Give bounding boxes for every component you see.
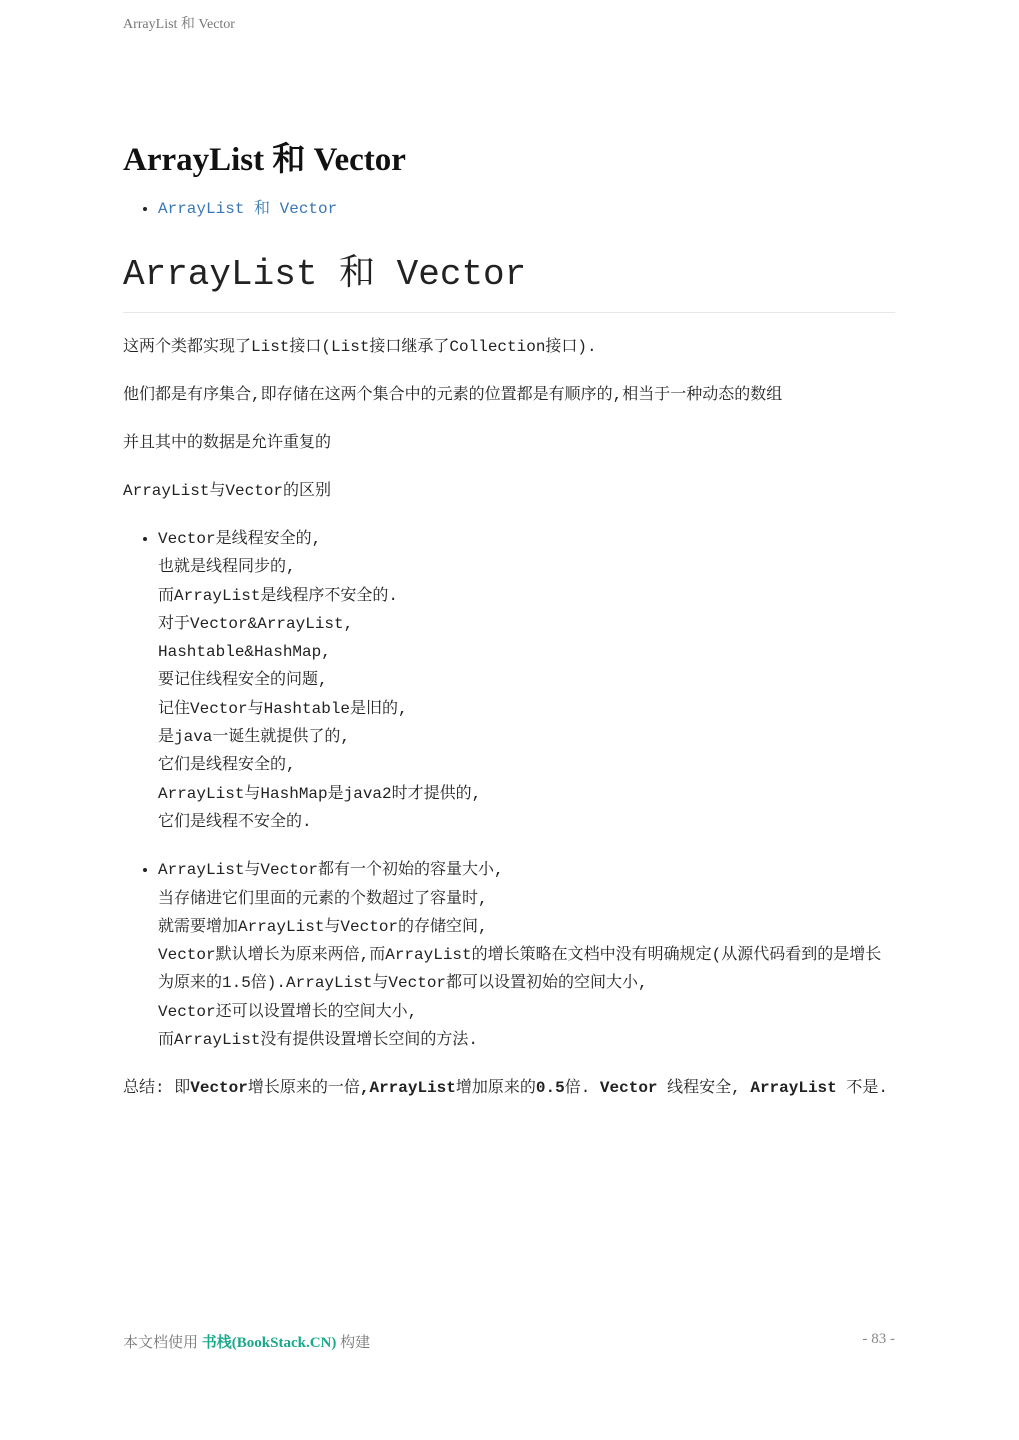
summary-text: 即 (174, 1079, 191, 1098)
list-line: • Vector是线程安全的, (158, 530, 322, 548)
list-line: 是java一诞生就提供了的, (158, 728, 351, 747)
list-line: 就需要增加ArrayList与Vector的存储空间, (158, 917, 488, 936)
list-line: 对于Vector&ArrayList, (158, 614, 354, 633)
footer-credit (123, 1331, 370, 1352)
list-line: • ArrayList与Vector都有一个初始的容量大小, (158, 861, 504, 880)
summary-bold: Vector (599, 1079, 658, 1098)
list-line: 它们是线程安全的, (158, 756, 296, 775)
list-line: 当存储进它们里面的元素的个数超过了容量时, (158, 889, 488, 908)
list-item (158, 525, 895, 836)
list-line: 记住Vector与Hashtable是旧的, (158, 699, 408, 718)
list-line: Vector默认增长为原来两倍,而ArrayList的增长策略在文档中没有明确规定(从源代码看到的是增长为原来的1.5倍).ArrayList与Vector都可以设置初始的空间大小, (158, 946, 882, 993)
footer-prefix: 本文档使用 (123, 1335, 202, 1351)
footer-brand-link[interactable]: 书栈(BookStack.CN) (201, 1335, 337, 1351)
list-line: Hashtable&HashMap, (158, 643, 331, 662)
paragraph: 这两个类都实现了List接口(List接口继承了Collection接口). (123, 338, 597, 356)
list-line: Vector还可以设置增长的空间大小, (158, 1002, 418, 1021)
footer-suffix: 构建 (336, 1335, 371, 1351)
summary-bold: 0.5 (535, 1079, 565, 1098)
section-heading: ArrayList 和 Vector (123, 252, 895, 313)
table-of-contents (123, 196, 895, 222)
list-line: 而ArrayList是线程序不安全的. (158, 586, 399, 605)
summary-text: 线程安全, (657, 1079, 751, 1098)
summary-bold: ,ArrayList (359, 1079, 456, 1098)
list-line: ArrayList与HashMap是java2时才提供的, (158, 784, 482, 803)
toc-link[interactable]: ArrayList 和 Vector (158, 200, 338, 218)
summary-text: 增加原来的 (455, 1079, 536, 1098)
list-line: 而ArrayList没有提供设置增长空间的方法. (158, 1031, 479, 1050)
page-title: ArrayList 和 Vector (123, 142, 406, 178)
running-header: ArrayList 和 Vector (123, 17, 235, 32)
list-line: 它们是线程不安全的. (158, 812, 312, 831)
page-number: - 83 - (862, 1331, 895, 1347)
summary-text: 不是. (836, 1079, 888, 1098)
summary-bold: Vector (190, 1079, 248, 1098)
toc-item (158, 196, 895, 222)
summary-lead: 总结: (123, 1079, 175, 1098)
list-line: 要记住线程安全的问题, (158, 671, 328, 690)
list-line: 也就是线程同步的, (158, 558, 296, 577)
paragraph: 并且其中的数据是允许重复的 (123, 434, 332, 452)
paragraph: ArrayList与Vector的区别 (123, 482, 332, 500)
difference-list (123, 525, 895, 1054)
summary-text: 增长原来的一倍 (247, 1079, 360, 1098)
summary-text: 倍. (564, 1079, 600, 1098)
paragraph: 他们都是有序集合,即存储在这两个集合中的元素的位置都是有顺序的,相当于一种动态的数组 (123, 386, 783, 404)
list-item (158, 856, 895, 1054)
summary-bold: ArrayList (750, 1079, 837, 1098)
summary-paragraph (123, 1074, 895, 1102)
document-body (123, 138, 895, 1102)
